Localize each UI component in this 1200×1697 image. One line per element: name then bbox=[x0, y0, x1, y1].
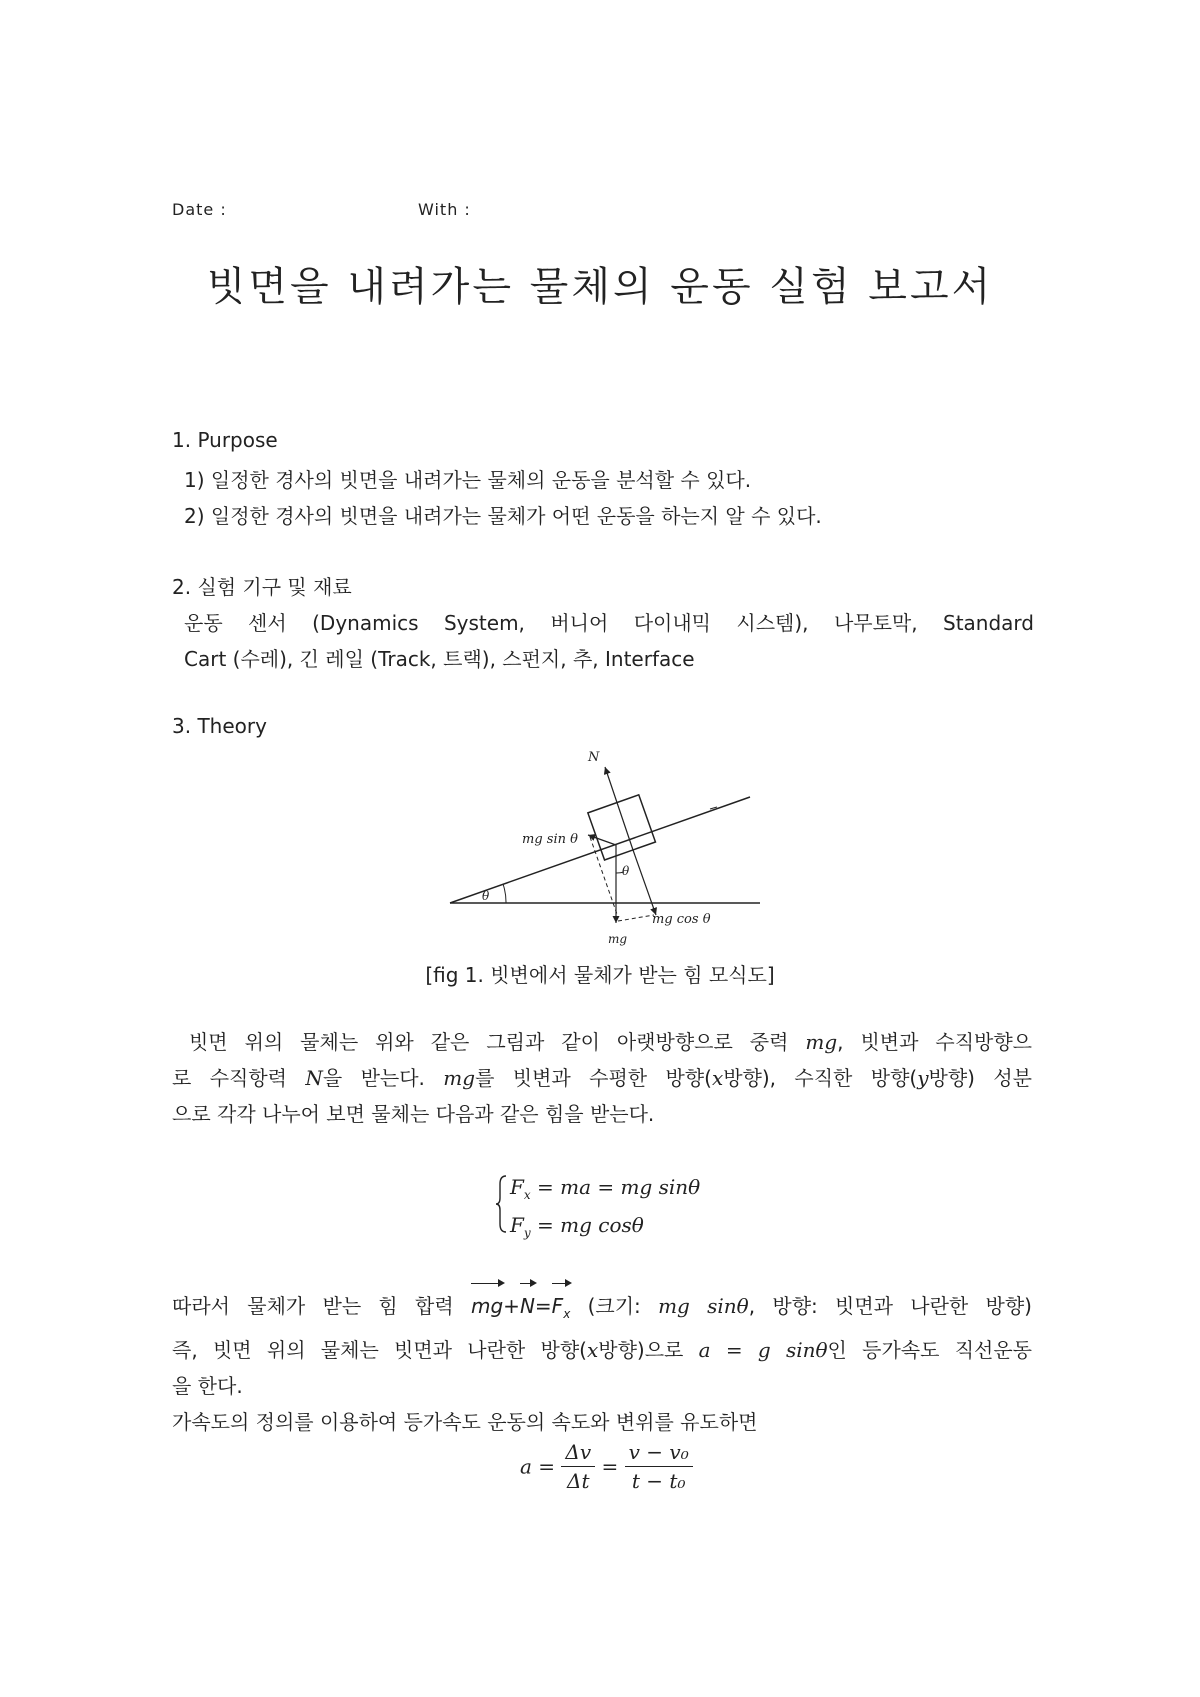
equation-system bbox=[510, 1172, 700, 1248]
paragraph-2-line-2: 즉, 빗면 위의 물체는 빗면과 나란한 방향(x방향)으로 a = g sinθ인 등가속도 직선운동 bbox=[172, 1338, 1032, 1362]
theory-paragraph-2 bbox=[172, 1288, 1032, 1440]
mg-cos-arrow bbox=[633, 850, 656, 915]
date-label: Date : bbox=[172, 200, 227, 219]
figure-caption: [fig 1. 빗변에서 물체가 받는 힘 모식도] bbox=[425, 963, 775, 987]
purpose-item-2: 2) 일정한 경사의 빗면을 내려가는 물체가 어떤 운동을 하는지 알 수 있다. bbox=[184, 504, 822, 528]
section-equipment-heading: 2. 실험 기구 및 재료 bbox=[172, 575, 352, 599]
dashed-component-2 bbox=[618, 915, 654, 921]
vector-n: N bbox=[520, 1288, 535, 1324]
equipment-line-1: 운동 센서 (Dynamics System, 버니어 다이내믹 시스템), 나무토막, Standard bbox=[184, 611, 1034, 635]
label-mg-sin: mg sin θ bbox=[522, 832, 578, 847]
vector-mg: mg bbox=[471, 1288, 503, 1324]
label-theta-force: θ bbox=[622, 864, 630, 878]
paragraph-2-line-4: 가속도의 정의를 이용하여 등가속도 운동의 속도와 변위를 유도하면 bbox=[172, 1410, 758, 1434]
equation-fx: $F_x$ = ma = mg sinθ bbox=[510, 1175, 701, 1202]
brace-icon bbox=[496, 1174, 508, 1234]
fraction-dv-dt: $\frac{\Delta v}{\Delta t}$ bbox=[561, 1440, 595, 1493]
paragraph-1-line-1: 빗면 위의 물체는 위와 같은 그림과 같이 아랫방향으로 중력 mg, 빗변과 수직방향으 bbox=[188, 1030, 1032, 1054]
label-n: N bbox=[588, 750, 600, 765]
label-mg: mg bbox=[608, 932, 628, 946]
inclined-plane-figure bbox=[430, 745, 780, 950]
theory-paragraph-1 bbox=[172, 1024, 1032, 1132]
acceleration-equation: a = $\frac{\Delta v}{\Delta t}$ = $\frac{\text{v − v₀}}{\text{t − t₀}}$ bbox=[520, 1440, 693, 1493]
vector-fx: $F_x$ bbox=[552, 1288, 571, 1332]
normal-force-arrow bbox=[605, 767, 633, 850]
paragraph-2-line-1: 따라서 물체가 받는 힘 합력 $mg+N=F_x$ (크기: mg sinθ, 방향: 빗면과 나란한 방향) bbox=[172, 1288, 1032, 1332]
paragraph-1-line-2: 로 수직항력 N을 받는다. mg를 빗변과 수평한 방향(x방향), 수직한 방향(y방향) 성분 bbox=[172, 1066, 1032, 1090]
equation-fy: $F_y$ = mg cosθ bbox=[510, 1213, 644, 1240]
fraction-v-t: $\frac{\text{v − v₀}}{\text{t − t₀}}$ bbox=[625, 1440, 693, 1493]
paragraph-1-line-3: 으로 각각 나누어 보면 물체는 다음과 같은 힘을 받는다. bbox=[172, 1102, 655, 1126]
page-title: 빗면을 내려가는 물체의 운동 실험 보고서 bbox=[206, 264, 994, 310]
purpose-item-1: 1) 일정한 경사의 빗면을 내려가는 물체의 운동을 분석할 수 있다. bbox=[184, 468, 752, 492]
section-purpose-heading: 1. Purpose bbox=[172, 428, 278, 452]
base-angle-arc bbox=[503, 884, 506, 903]
section-theory-heading: 3. Theory bbox=[172, 714, 267, 738]
paragraph-2-line-3: 을 한다. bbox=[172, 1374, 243, 1398]
incline-line bbox=[450, 797, 750, 903]
equipment-line-2: Cart (수레), 긴 레일 (Track, 트랙), 스펀지, 추, Interface bbox=[184, 647, 695, 671]
mg-sin-arrow bbox=[588, 835, 616, 845]
with-label: With : bbox=[418, 200, 471, 219]
label-theta-base: θ bbox=[482, 889, 490, 903]
label-mg-cos: mg cos θ bbox=[652, 912, 711, 927]
